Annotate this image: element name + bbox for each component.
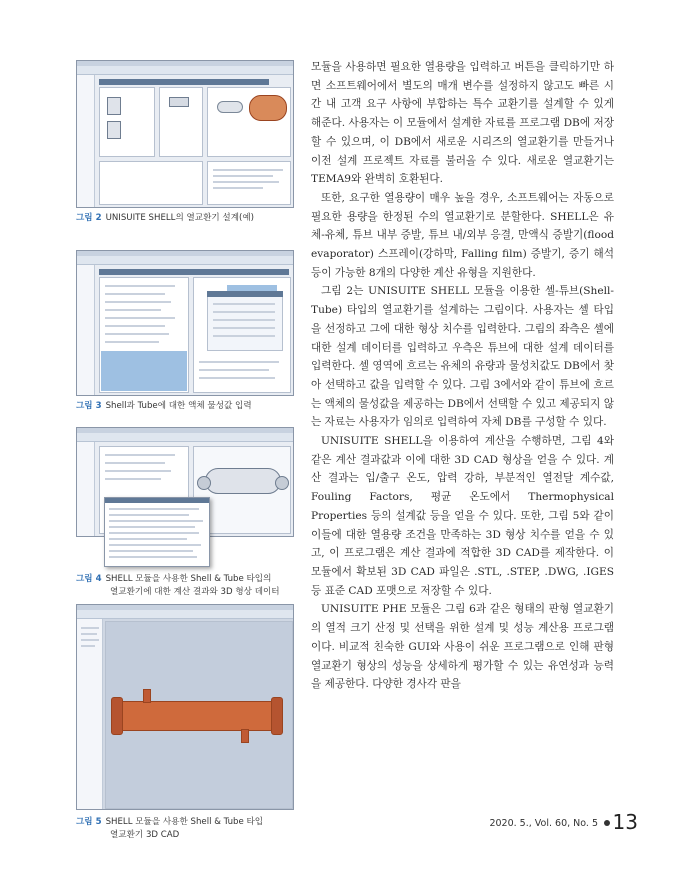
article-body — [311, 58, 614, 694]
page-number: 13 — [612, 810, 638, 834]
page-footer — [478, 812, 638, 832]
figure-5-screenshot — [76, 604, 294, 810]
figure-5-caption-text: SHELL 모듈을 사용한 Shell & Tube 타입 — [105, 817, 264, 827]
figure-2-label: 그림 2 — [76, 213, 102, 223]
paragraph-1: 모듈을 사용하면 필요한 열용량을 입력하고 버튼을 클릭하기만 하면 소프트웨어에서 별도의 매개 변수를 설정하지 않고도 빠른 시간 내 고객 요구 사항에 부합하는 특수 교환기를 설계할 수 있게 해준다. 사용자는 이 모듈에서 설계한 자료를 프로그램 DB에 저장할 수 있으며, 이 DB에서 새로운 시리즈의 열교환기를 만들거나 이전 설계 프로젝트 자료를 불러올 수 있다. 새로운 열교환기는 TEMA9와 완벽히 호환된다. — [311, 61, 614, 186]
figure-4-caption — [76, 573, 296, 598]
heat-exchanger-3d-model — [117, 701, 277, 731]
bullet-dot-icon — [604, 820, 610, 826]
paragraph-3: 그림 2는 UNISUITE SHELL 모듈을 이용한 셸-튜브(Shell-Tube) 타입의 열교환기를 설계하는 그림이다. 사용자는 셸 타입을 선정하고 그에 대한 형상 치수를 입력한다. 그림의 좌측은 셸에 대한 설계 데이터를 입력하고 우측은 튜브에 대한 설계 데이터를 입력한다. 셸 영역에 흐르는 유체의 유량과 물성치값도 DB에서 찾아 선택하고 값을 입력할 수 있다. 그림 3에서와 같이 튜브에 흐르는 액체의 물성값을 제공하는 DB에서 선택할 수 있고 제공되지 않는 자료는 사용자가 임의로 입력하여 자체 DB를 구성할 수 있다. — [311, 285, 614, 429]
figure-2-caption-text: UNISUITE SHELL의 열교환기 설계(예) — [105, 213, 255, 223]
figure-3-caption — [76, 400, 296, 413]
figure-5-caption — [76, 816, 296, 841]
figure-2-caption — [76, 212, 296, 225]
figure-3-label: 그림 3 — [76, 401, 102, 411]
figure-4-caption-text: SHELL 모듈을 사용한 Shell & Tube 타입의 — [105, 574, 272, 584]
issue-info: 2020. 5., Vol. 60, No. 5 — [489, 818, 598, 829]
figure-5-label: 그림 5 — [76, 817, 102, 827]
paragraph-4: UNISUITE SHELL을 이용하여 계산을 수행하면, 그림 4와 같은 계산 결과값과 이에 대한 3D CAD 형상을 얻을 수 있다. 계산 결과는 입/출구 온도, 압력 강하, 부분적인 열전달 계수값, Fouling Factors, 평균 온도에서 Thermophysical Properties 등의 설계값 등을 얻을 수 있다. 또한, 그림 5와 같이 이들에 대한 열용량 조건을 만족하는 3D 형상 치수를 얻을 수 있고, 이 프로그램은 계산 결과에 적합한 3D CAD를 제작한다. 이 모듈에서 확보된 3D CAD 파일은 .STL, .STEP, .DWG, .IGES 등 표준 CAD 포맷으로 저장할 수 있다. — [311, 435, 614, 597]
figure-3-caption-text: Shell과 Tube에 대한 액체 물성값 입력 — [105, 401, 252, 411]
figure-5-caption-cont: 열교환기 3D CAD — [110, 829, 180, 840]
figure-3-screenshot — [76, 250, 294, 396]
figure-2-screenshot — [76, 60, 294, 208]
paragraph-5: UNISUITE PHE 모듈은 그림 6과 같은 형태의 판형 열교환기의 열적 크기 산정 및 선택을 위한 설계 및 성능 계산용 프로그램이다. 비교적 친숙한 GUI와 사용이 쉬운 프로그램으로 인해 판형 열교환기 형상의 성능을 상세하게 평가할 수 있는 유연성과 능력을 제공한다. 다양한 경사각 판을 — [311, 603, 614, 691]
figure-4-label: 그림 4 — [76, 574, 102, 584]
figure-4-screenshot-front — [104, 497, 210, 567]
paragraph-2: 또한, 요구한 열용량이 매우 높을 경우, 소프트웨어는 자동으로 필요한 용량을 한정된 수의 열교환기로 분할한다. SHELL은 유체-유체, 튜브 내부 증발, 튜브 내/외부 응결, 만액식 증발기(flood evaporator) 스프레이(강하막, Falling film) 증발기, 증기 해석 등이 가능한 8개의 다양한 계산 유형을 지원한다. — [311, 191, 614, 279]
figure-4-caption-cont: 열교환기에 대한 계산 결과와 3D 형상 데이터 — [110, 586, 280, 597]
